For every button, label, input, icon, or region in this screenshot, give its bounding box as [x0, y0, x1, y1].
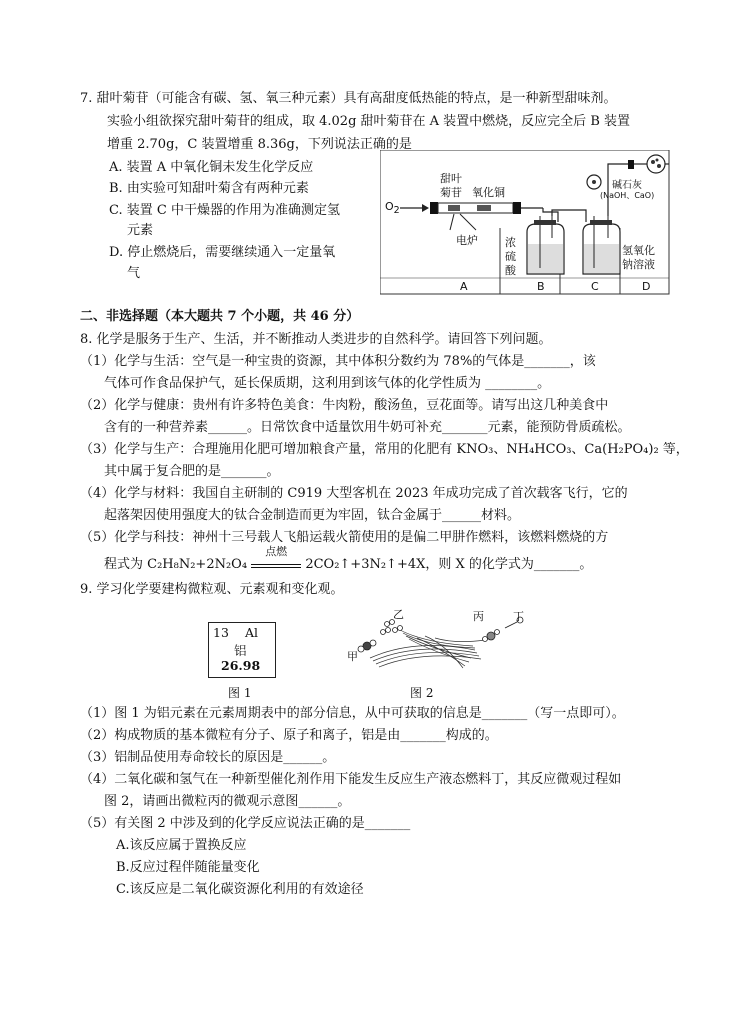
q7-option-d-cont: 气: [127, 266, 141, 281]
stevioside-label-2: 菊苷: [440, 186, 462, 199]
section-heading: 二、非选择题（本大题共 7 个小题，共 46 分）: [80, 309, 360, 324]
reaction-diagram: [345, 608, 530, 674]
soda-lime-formula: (NaOH、CaO): [600, 191, 655, 200]
apparatus-d-label: D: [642, 280, 651, 293]
q9-part5: （5）有关图 2 中涉及到的化学反应说法正确的是_______: [80, 816, 411, 831]
q8-part5: （5）化学与科技：神州十三号载人飞船运载火箭使用的是偏二甲肼作燃料，该燃料燃烧的方: [80, 530, 609, 545]
equation-products: 2CO₂↑+3N₂↑+4X，则 X 的化学式为_______。: [305, 557, 593, 572]
naoh-label-2: 钠溶液: [622, 258, 655, 271]
conc-sulfuric-1: 浓: [505, 236, 516, 249]
q8-part5-equation: [104, 545, 593, 573]
q8-title: 8. 化学是服务于生产、生活，并不断推动人类进步的自然科学。请回答下列问题。: [80, 332, 552, 347]
apparatus-figure: [380, 150, 670, 295]
soda-lime-label: 碱石灰: [612, 180, 642, 191]
q7-option-d: D. 停止燃烧后，需要继续通入一定量氧: [109, 245, 336, 260]
q9-option-a: A.该反应属于置换反应: [116, 838, 247, 853]
element-name: 铝: [234, 643, 247, 658]
q7-option-b: B. 由实验可知甜叶菊含有两种元素: [109, 181, 309, 196]
stevioside-label-1: 甜叶: [440, 172, 462, 185]
equation-reactants: 程式为 C₂H₈N₂+2N₂O₄: [104, 557, 248, 572]
q8-part4: （4）化学与材料：我国自主研制的 C919 大型客机在 2023 年成功完成了首次载客飞行，它的: [80, 486, 628, 501]
equation-condition: 点燃: [265, 545, 288, 558]
q7-line-1: 7. 甜叶菊苷（可能含有碳、氢、氧三种元素）具有高甜度低热能的特点，是一种新型甜味剂。: [80, 91, 617, 106]
q9-part4: （4）二氧化碳和氢气在一种新型催化剂作用下能发生反应生产液态燃料丁，其反应微观过程如: [80, 772, 622, 787]
q7-option-c-cont: 元素: [127, 223, 154, 238]
apparatus-c-label: C: [591, 280, 599, 293]
equation-arrow: [251, 545, 301, 568]
q8-part4-cont: 起落架因使用强度大的钛合金制造而更为牢固，钛合金属于______材料。: [104, 508, 521, 523]
q8-part1: （1）化学与生活：空气是一种宝贵的资源，其中体积分数约为 78%的气体是_______，该: [80, 354, 596, 369]
apparatus-a-label: A: [460, 280, 468, 293]
element-symbol: Al: [245, 625, 259, 640]
apparatus-b-label: B: [537, 280, 545, 293]
figure-2-caption: 图 2: [410, 686, 434, 700]
o2-label: $O_2$: [385, 200, 400, 217]
q9-part1: （1）图 1 为铝元素在元素周期表中的部分信息，从中可获取的信息是_______（写一点即可）。: [80, 706, 625, 721]
species-bing: 丙: [473, 610, 484, 623]
conc-sulfuric-3: 酸: [505, 264, 516, 277]
q9-title: 9. 学习化学要建构微粒观、元素观和变化观。: [80, 582, 344, 597]
q9-part4-cont: 图 2，请画出微粒丙的微观示意图______。: [104, 794, 351, 809]
q9-option-b: B.反应过程伴随能量变化: [116, 860, 260, 875]
q8-part2: （2）化学与健康：贵州有许多特色美食：牛肉粉，酸汤鱼，豆花面等。请写出这几种美食中: [80, 398, 609, 413]
copper-oxide-label: 氧化铜: [472, 186, 505, 199]
q7-option-c: C. 装置 C 中干燥器的作用为准确测定氢: [109, 203, 340, 218]
conc-sulfuric-2: 硫: [505, 250, 516, 263]
q9-part3: （3）铝制品使用寿命较长的原因是______。: [80, 750, 336, 765]
species-yi: 乙: [393, 608, 404, 621]
q9-option-c: C.该反应是二氧化碳资源化利用的有效途径: [116, 882, 364, 897]
reaction-figure: [345, 608, 530, 674]
q7-option-a: A. 装置 A 中氧化铜未发生化学反应: [109, 160, 314, 175]
q7-line-2: 实验小组欲探究甜叶菊苷的组成，取 4.02g 甜叶菊苷在 A 装置中燃烧，反应完全后 B 装置: [107, 114, 631, 129]
q8-part1-cont: 气体可作食品保护气，延长保质期，这利用到该气体的化学性质为 ________。: [104, 376, 551, 391]
q8-part3: （3）化学与生产：合理施用化肥可增加粮食产量，常用的化肥有 KNO₃、NH₄HCO₃、Ca(H₂PO₄)₂ 等，: [80, 442, 689, 457]
q7-line-3: 增重 2.70g，C 装置增重 8.36g，下列说法正确的是: [107, 137, 412, 152]
figure-1-caption: 图 1: [228, 686, 252, 700]
q8-part3-cont: 其中属于复合肥的是_______。: [104, 464, 280, 479]
atomic-mass: 26.98: [221, 658, 261, 673]
q8-part2-cont: 含有的一种营养素______。日常饮食中适量饮用牛奶可补充_______元素，能预防骨质疏松。: [104, 420, 631, 435]
q9-part2: （2）构成物质的基本微粒有分子、原子和离子，铝是由_______构成的。: [80, 728, 498, 743]
periodic-table-cell: [208, 622, 276, 678]
species-ding: 丁: [513, 610, 524, 623]
species-jia: 甲: [347, 650, 358, 663]
atomic-number: 13: [213, 625, 229, 640]
apparatus-diagram: [380, 150, 670, 295]
naoh-label-1: 氢氧化: [622, 244, 655, 257]
furnace-label: 电炉: [456, 234, 478, 247]
